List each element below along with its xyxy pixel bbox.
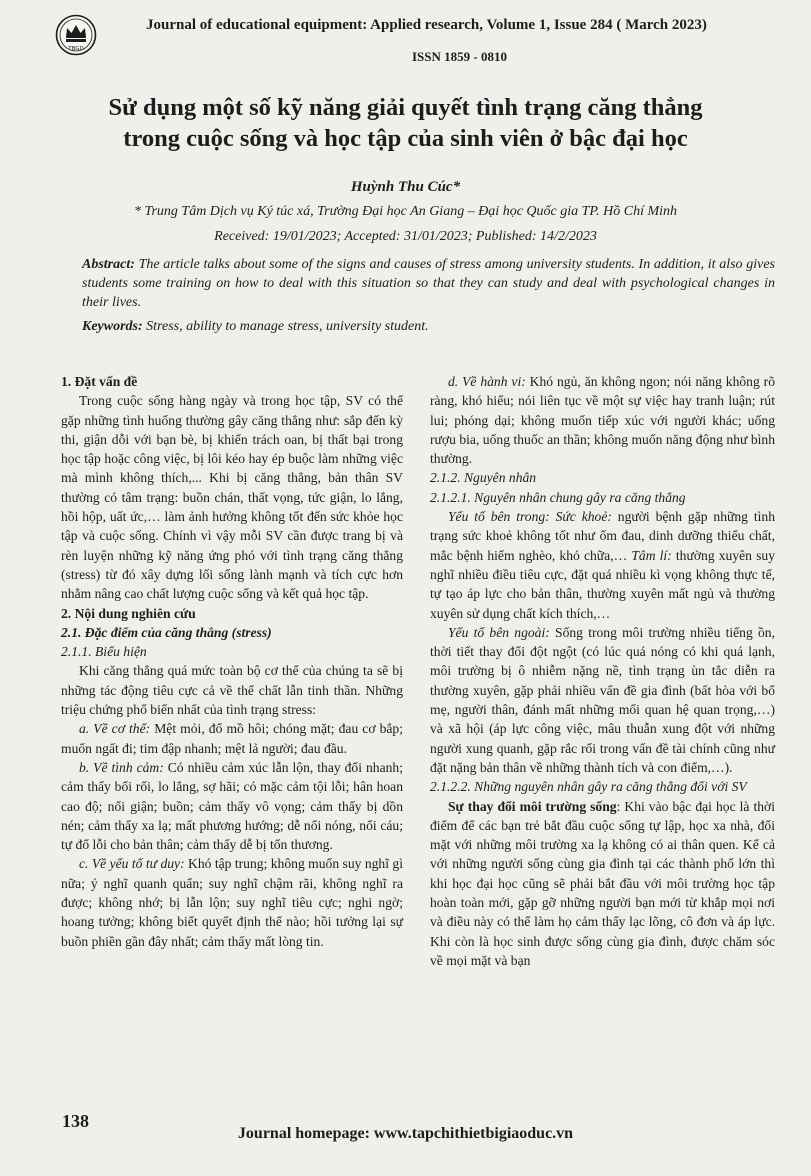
item-lead: Tâm lí: [631,547,672,563]
keywords [82,319,775,335]
page-number: 138 [62,1111,89,1131]
paragraph-internal [430,507,775,623]
item-lead: b. Về tình cảm: [79,759,164,775]
abstract-label: Abstract: [82,257,135,272]
crown-logo-icon [55,14,97,56]
section-heading-2: 2. Nội dung nghiên cứu [61,605,196,621]
left-column [61,372,403,951]
paragraph: Khi căng thẳng quá mức toàn bộ cơ thể của chúng ta sẽ bị những tác động tiêu cực cả về thể chất lẫn tinh thần. Những triệu chứng phổ biến nhất của tình trạng stress: [61,663,403,718]
author: Huỳnh Thu Cúc* [350,179,461,195]
item-text: Mệt mỏi, đổ mồ hôi; chóng mặt; đau cơ bắp; muốn ngất đi; tim đập nhanh; mệt lả người; đau đầu. [61,721,403,756]
paragraph-environment [430,797,775,971]
right-column [430,372,775,970]
article-dates: Received: 19/01/2023; Accepted: 31/01/2023; Published: 14/2/2023 [214,229,597,244]
section-heading-1: 1. Đặt vấn đề [61,374,138,389]
issn: ISSN 1859 - 0810 [412,49,507,64]
item-lead: Sự thay đổi môi trường sống [448,798,617,814]
journal-homepage: Journal homepage: www.tapchithietbigiaoduc.vn [237,1125,574,1142]
paragraph: Trong cuộc sống hàng ngày và trong học tập, SV có thể gặp những tình huống thường gây căng thẳng như: sắp đến kỳ thi, giận dỗi với bạn bè, bị khiển trách oan, bị thất bại trong học tập hoặc công việc, bị lôi kéo hay ép buộc làm những việc mà mình không thích,... Khi bị căng thẳng, bản thân SV thường có tâm trạng: buồn chán, thất vọng, tức giận, lo lắng, hồi hộp, uất ức,… làm ảnh hưởng không tốt đến sức khỏe học tập và cuộc sống. Chính vì vậy mỗi SV cần được trang bị và rèn luyện những kỹ năng ứng phó với tình trạng căng thẳng (stress) từ đó xây dựng lối sống lành mạnh và tích cực hơn nhằm nâng cao chất lượng cuộc sống và kết quả học tập. [61,393,403,602]
item-text: người bệnh gặp những tình trạng sức khoẻ không tốt như ốm đau, dinh dưỡng thiếu chất, mắc bệnh hiểm nghèo, khó chữa,… [430,509,775,563]
item-text: Có nhiều cảm xúc lẫn lộn, thay đổi nhanh; cảm thấy bối rối, lo lắng, sợ hãi; có mặc cảm tội lỗi; hân hoan cao độ; nổi giận; buồn; cảm thấy vô vọng; cảm thấy bị dồn nén; cảm thấy xa lạ; mất phương hướng; dễ nổi nóng, nổi cáu; tự đổ lỗi cho bản thân; cảm thấy dễ bị tổn thương. [61,759,403,853]
subsubsection-heading: 2.1.2.1. Nguyên nhân chung gây ra căng thẳng [430,489,686,505]
subsubsection-heading: 2.1.1. Biểu hiện [61,644,147,660]
item-lead: d. Về hành vi: [448,374,526,389]
item-text: thường xuyên suy nghĩ nhiều điều tiêu cực, đặt quá nhiều kì vọng không thực tế, tự tạo áp lực cho bản thân, thường xuyên mất ngủ và thường xuyên sử dụng chất kích thích,… [430,547,776,621]
abstract [82,255,775,312]
logo-text: TBGD [68,46,84,52]
item-lead: Yếu tố bên trong: Sức khoẻ: [448,509,612,525]
subsubsection-heading: 2.1.2.2. Những nguyên nhân gây ra căng thẳng đối với SV [430,779,747,795]
item-lead: Yếu tố bên ngoài: [448,624,550,640]
item-text: : Khi vào bậc đại học là thời điểm để các bạn trẻ bắt đầu cuộc sống tự lập, học xa nhà, đối mặt với những môi trường xa lạ không có ai thân quen. Kể cả với những người sống cùng gia đình tại các thành phố lớn thì khi học đại học cũng sẽ phải bắt đầu với môi trường học tập hoàn toàn mới, gặp gỡ những người bạn mới từ khắp mọi nơi và điều này có thể làm họ cảm thấy lạc lõng, cô đơn và áp lực. Khi còn là học sinh được sống cùng gia đình, được chăm sóc về mọi mặt và bạn [430,798,775,968]
affiliation: * Trung Tâm Dịch vụ Ký túc xá, Trường Đại học An Giang – Đại học Quốc gia TP. Hồ Chí Minh [133,204,678,219]
item-text: Khó tập trung; không muốn suy nghĩ gì nữa; ý nghĩ quanh quẩn; suy nghĩ chậm rãi, không nghĩ ra được; không nhớ; bị lẫn lộn; suy nghĩ tiêu cực; nghi ngờ; hoang tưởng; không biết quyết định thế nào; hồi tưởng lại sự buồn phiền gần đây nhất; cảm thấy mất lòng tin. [61,856,403,949]
paragraph-external [430,623,775,777]
page-header [0,0,811,70]
item-text: Sống trong môi trường nhiều tiếng ồn, thời tiết thay đổi đột ngột (có lúc quá nóng có khi quá lạnh, môi trường bị ô nhiễm nặng nề, tình trạng ùn tắc diễn ra thường xuyên, gặp phải nhiều vấn đề gia đình (bất hòa với bố mẹ, người thân, đánh mất những mối quan hệ quan trọng,…) và xã hội (áp lực công việc, mâu thuẫn xung đột với những người xung quanh, gặp rắc rối trong vấn đề tài chính cũng như đặt nặng bản thân về những thành tích và con điểm,…). [430,624,775,775]
keywords-label: Keywords: [82,319,143,334]
article-title [40,92,771,154]
paragraph-c [61,854,403,950]
subsection-heading: 2.1. Đặc điểm của căng thẳng (stress) [61,624,272,640]
paragraph-a [61,719,403,758]
journal-title: Journal of educational equipment: Applied research, Volume 1, Issue 284 ( March 2023) [146,17,707,33]
keywords-text: Stress, ability to manage stress, university student. [146,319,429,334]
title-line-2: trong cuộc sống và học tập của sinh viên ở bậc đại học [123,125,688,152]
item-lead: c. Về yếu tố tư duy: [79,856,185,872]
item-lead: a. Về cơ thể: [79,721,151,737]
title-line-1: Sử dụng một số kỹ năng giải quyết tình trạng căng thẳng [108,94,703,121]
item-text: Khó ngủ, ăn không ngon; nói năng không rõ ràng, khó hiểu; nói liên tục về một sự việc hay tranh luận; rút lui; phóng dại; không muốn tiếp xúc với người khác; uống rượu bia, uống thuốc an thần; không muốn năng động như bình thường. [430,374,775,467]
abstract-text: The article talks about some of the signs and causes of stress among university students. In addition, it also gives students some training on how to deal with this situation so that they can study and deal with psychological changes in their lives. [82,257,775,310]
paragraph-d [430,372,775,468]
subsubsection-heading: 2.1.2. Nguyên nhân [430,470,537,486]
paragraph-b [61,758,403,854]
